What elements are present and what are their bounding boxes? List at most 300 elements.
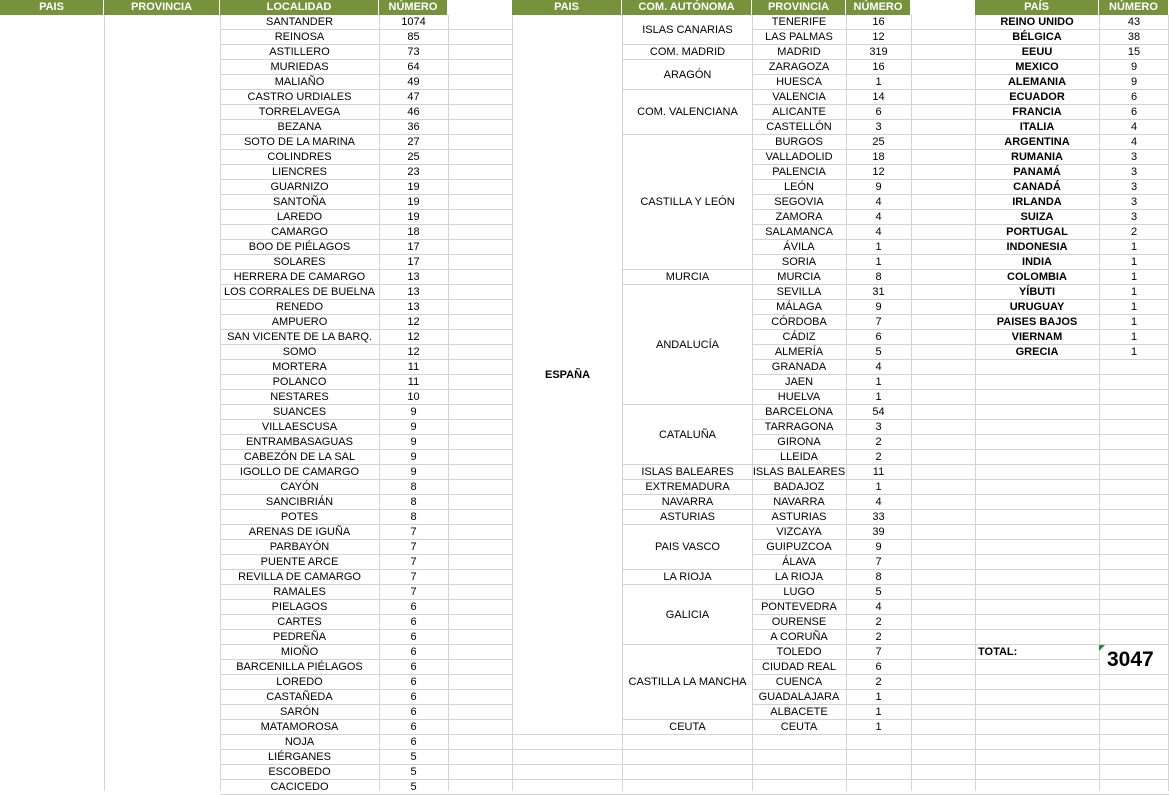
localidad-cell[interactable]: LIENCRES — [271, 166, 328, 178]
provincia-cell[interactable]: LAS PALMAS — [765, 31, 833, 43]
numero-cell[interactable]: 12 — [872, 31, 885, 43]
provincia-cell[interactable]: ZARAGOZA — [768, 61, 830, 73]
grid-line — [975, 554, 1169, 555]
comunidad-cell[interactable]: ARAGÓN — [623, 60, 752, 89]
numero-cell[interactable]: 1 — [1130, 271, 1138, 283]
numero-cell[interactable]: 319 — [869, 46, 888, 58]
numero-cell[interactable]: 8 — [875, 271, 882, 283]
pais-cell[interactable]: COLOMBIA — [1007, 271, 1067, 283]
provincia-cell[interactable]: ALMERÍA — [774, 346, 824, 358]
numero-cell[interactable]: 7 — [410, 586, 417, 598]
numero-cell[interactable]: 1 — [1130, 286, 1138, 298]
pais-cell[interactable]: PANAMÁ — [1013, 166, 1061, 178]
numero-cell[interactable]: 43 — [1127, 16, 1141, 28]
localidad-cell[interactable]: CARTES — [277, 616, 322, 628]
numero-cell[interactable]: 11 — [407, 376, 420, 388]
pais-cell[interactable]: BÉLGICA — [1012, 31, 1062, 43]
localidad-cell[interactable]: PEDREÑA — [272, 631, 327, 643]
numero-cell[interactable]: 9 — [410, 451, 417, 463]
numero-cell[interactable]: 6 — [875, 661, 882, 673]
comunidad-cell[interactable]: ASTURIAS — [623, 510, 752, 524]
column-header[interactable]: COM. AUTÓNOMA — [622, 0, 752, 15]
pais-cell[interactable]: VIERNAM — [1011, 331, 1063, 343]
pais-cell[interactable]: GRECIA — [1015, 346, 1059, 358]
numero-cell[interactable]: 18 — [872, 151, 885, 163]
numero-cell[interactable]: 5 — [875, 586, 882, 598]
grid-line — [975, 704, 1169, 705]
numero-cell[interactable]: 12 — [407, 316, 420, 328]
numero-cell[interactable]: 5 — [410, 751, 417, 763]
pais-cell[interactable]: ARGENTINA — [1004, 136, 1070, 148]
provincia-cell[interactable]: OURENSE — [771, 616, 827, 628]
grid-line — [975, 509, 1169, 510]
numero-cell[interactable]: 11 — [407, 361, 420, 373]
grid-line — [975, 464, 1169, 465]
localidad-cell[interactable]: SOLARES — [273, 256, 326, 268]
numero-cell[interactable]: 5 — [875, 346, 882, 358]
provincia-cell[interactable]: ÁVILA — [783, 241, 815, 253]
numero-cell[interactable]: 6 — [410, 616, 417, 628]
localidad-cell[interactable]: ASTILLERO — [269, 46, 330, 58]
numero-cell[interactable]: 6 — [410, 646, 417, 658]
provincia-cell[interactable]: BARCELONA — [765, 406, 833, 418]
numero-cell[interactable]: 73 — [407, 46, 420, 58]
numero-cell[interactable]: 39 — [872, 526, 885, 538]
numero-cell[interactable]: 13 — [407, 271, 420, 283]
column-header[interactable]: PAIS — [512, 0, 622, 15]
provincia-cell[interactable]: LA RIOJA — [774, 571, 824, 583]
provincia-cell[interactable]: GUADALAJARA — [758, 691, 840, 703]
numero-cell[interactable]: 7 — [410, 541, 417, 553]
numero-cell[interactable]: 2 — [1130, 226, 1138, 238]
localidad-cell[interactable]: CACICEDO — [270, 781, 329, 793]
localidad-cell[interactable]: MURIEDAS — [270, 61, 329, 73]
pais-cell[interactable]: IRLANDA — [1012, 196, 1062, 208]
numero-cell[interactable]: 3 — [1130, 166, 1138, 178]
numero-cell[interactable]: 4 — [875, 361, 882, 373]
localidad-cell[interactable]: PUENTE ARCE — [260, 556, 339, 568]
provincia-cell[interactable]: GRANADA — [771, 361, 827, 373]
numero-cell[interactable]: 1 — [1130, 316, 1138, 328]
localidad-cell[interactable]: SAN VICENTE DE LA BARQ. — [227, 331, 372, 343]
numero-cell[interactable]: 1 — [1130, 331, 1138, 343]
numero-cell[interactable]: 46 — [407, 106, 420, 118]
numero-cell[interactable]: 1 — [875, 481, 882, 493]
localidad-cell[interactable]: PARBAYÓN — [269, 541, 330, 553]
comunidad-cell[interactable]: ISLAS BALEARES — [623, 465, 752, 479]
numero-cell[interactable]: 1 — [875, 721, 882, 733]
numero-cell[interactable]: 54 — [872, 406, 885, 418]
numero-cell[interactable]: 2 — [875, 631, 882, 643]
country-cell[interactable]: ESPAÑA — [513, 15, 622, 734]
comunidad-cell[interactable]: CEUTA — [623, 720, 752, 734]
numero-cell[interactable]: 9 — [1130, 61, 1138, 73]
numero-cell[interactable]: 13 — [407, 286, 420, 298]
provincia-cell[interactable]: ZAMORA — [775, 211, 823, 223]
numero-cell[interactable]: 7 — [875, 556, 882, 568]
numero-cell[interactable]: 1 — [1130, 241, 1138, 253]
numero-cell[interactable]: 1 — [1130, 346, 1138, 358]
grid-line — [975, 734, 1169, 735]
numero-cell[interactable]: 1 — [875, 256, 882, 268]
numero-cell[interactable]: 4 — [875, 211, 882, 223]
localidad-cell[interactable]: GUARNIZO — [270, 181, 329, 193]
comunidad-cell[interactable]: CATALUÑA — [623, 405, 752, 464]
grid-line — [512, 779, 622, 780]
numero-cell[interactable]: 27 — [407, 136, 420, 148]
localidad-cell[interactable]: REINOSA — [274, 31, 325, 43]
numero-cell[interactable]: 9 — [875, 181, 882, 193]
provincia-cell[interactable]: TENERIFE — [771, 16, 827, 28]
numero-cell[interactable]: 13 — [407, 301, 420, 313]
numero-cell[interactable]: 6 — [875, 106, 882, 118]
numero-cell[interactable]: 3 — [1130, 151, 1138, 163]
numero-cell[interactable]: 6 — [410, 676, 417, 688]
numero-cell[interactable]: 12 — [407, 331, 420, 343]
numero-cell[interactable]: 4 — [1130, 121, 1138, 133]
localidad-cell[interactable]: AMPUERO — [271, 316, 328, 328]
provincia-cell[interactable]: CIUDAD REAL — [762, 661, 836, 673]
numero-cell[interactable]: 19 — [407, 196, 420, 208]
numero-cell[interactable]: 1 — [875, 76, 882, 88]
pais-cell[interactable]: YÍBUTI — [1018, 286, 1056, 298]
provincia-cell[interactable]: CÓRDOBA — [771, 316, 827, 328]
provincia-cell[interactable]: A CORUÑA — [770, 631, 828, 643]
comunidad-cell[interactable]: ISLAS CANARIAS — [623, 15, 752, 44]
pais-cell[interactable]: ITALIA — [1019, 121, 1055, 133]
column-header[interactable]: PROVINCIA — [752, 0, 846, 15]
numero-cell[interactable]: 2 — [875, 676, 882, 688]
comunidad-cell[interactable]: COM. VALENCIANA — [623, 90, 752, 134]
numero-cell[interactable]: 7 — [410, 571, 417, 583]
localidad-cell[interactable]: CAMARGO — [271, 226, 328, 238]
numero-cell[interactable]: 9 — [410, 436, 417, 448]
numero-cell[interactable]: 64 — [407, 61, 420, 73]
numero-cell[interactable]: 4 — [875, 196, 882, 208]
provincia-cell[interactable]: CEUTA — [780, 721, 818, 733]
pais-cell[interactable]: EEUU — [1021, 46, 1053, 58]
provincia-cell[interactable]: TOLEDO — [776, 646, 822, 658]
numero-cell[interactable]: 1074 — [401, 16, 426, 28]
numero-cell[interactable]: 1 — [875, 241, 882, 253]
numero-cell[interactable]: 7 — [410, 526, 417, 538]
pais-cell[interactable]: PORTUGAL — [1006, 226, 1068, 238]
numero-cell[interactable]: 9 — [875, 541, 882, 553]
column-header[interactable]: PAÍS — [975, 0, 1099, 15]
numero-cell[interactable]: 31 — [872, 286, 885, 298]
provincia-cell[interactable]: CUENCA — [775, 676, 823, 688]
grid-line — [512, 764, 622, 765]
numero-cell[interactable]: 6 — [410, 721, 417, 733]
localidad-cell[interactable]: RAMALES — [273, 586, 326, 598]
numero-cell[interactable]: 6 — [410, 631, 417, 643]
comunidad-cell[interactable]: COM. MADRID — [623, 45, 752, 59]
localidad-cell[interactable]: MIOÑO — [280, 646, 319, 658]
numero-cell[interactable]: 36 — [407, 121, 420, 133]
numero-cell[interactable]: 8 — [410, 496, 417, 508]
provincia-cell[interactable]: BADAJOZ — [773, 481, 825, 493]
provincia-cell[interactable]: MADRID — [777, 46, 821, 58]
numero-cell[interactable]: 1 — [1130, 256, 1138, 268]
comunidad-cell[interactable]: LA RIOJA — [623, 570, 752, 584]
numero-cell[interactable]: 11 — [872, 466, 885, 478]
numero-cell[interactable]: 1 — [875, 706, 882, 718]
provincia-cell[interactable]: LUGO — [783, 586, 815, 598]
numero-cell[interactable]: 5 — [410, 781, 417, 793]
numero-cell[interactable]: 2 — [875, 436, 882, 448]
numero-cell[interactable]: 3 — [1130, 196, 1138, 208]
provincia-cell[interactable]: JAEN — [784, 376, 814, 388]
localidad-cell[interactable]: CASTAÑEDA — [266, 691, 333, 703]
provincia-cell[interactable]: ALBACETE — [770, 706, 828, 718]
localidad-cell[interactable]: SANCIBRIÁN — [265, 496, 334, 508]
localidad-cell[interactable]: MORTERA — [272, 361, 327, 373]
pais-cell[interactable]: MEXICO — [1015, 61, 1059, 73]
localidad-cell[interactable]: NOJA — [284, 736, 315, 748]
numero-cell[interactable]: 49 — [407, 76, 420, 88]
comunidad-cell[interactable]: CASTILLA LA MANCHA — [623, 645, 752, 719]
numero-cell[interactable]: 25 — [872, 136, 885, 148]
provincia-cell[interactable]: MÁLAGA — [776, 301, 822, 313]
localidad-cell[interactable]: SANTOÑA — [273, 196, 326, 208]
localidad-cell[interactable]: CABEZÓN DE LA SAL — [243, 451, 356, 463]
localidad-cell[interactable]: BEZANA — [277, 121, 322, 133]
grid-line — [975, 569, 1169, 570]
localidad-cell[interactable]: RENEDO — [275, 301, 324, 313]
numero-cell[interactable]: 12 — [872, 166, 885, 178]
pais-cell[interactable]: CANADÁ — [1013, 181, 1061, 193]
numero-cell[interactable]: 23 — [407, 166, 420, 178]
numero-cell[interactable]: 6 — [410, 706, 417, 718]
provincia-cell[interactable]: VIZCAYA — [776, 526, 822, 538]
grid-line — [622, 764, 975, 765]
localidad-cell[interactable]: MATAMOROSA — [260, 721, 339, 733]
localidad-cell[interactable]: LIÉRGANES — [268, 751, 331, 763]
numero-cell[interactable]: 6 — [1130, 91, 1138, 103]
provincia-cell[interactable]: LLEIDA — [780, 451, 818, 463]
numero-cell[interactable]: 3 — [875, 421, 882, 433]
comunidad-cell[interactable]: GALICIA — [623, 585, 752, 644]
comunidad-cell[interactable]: ANDALUCÍA — [623, 285, 752, 404]
pais-cell[interactable]: RUMANIA — [1011, 151, 1063, 163]
provincia-cell[interactable]: PALENCIA — [772, 166, 826, 178]
grid-line — [448, 15, 449, 791]
localidad-cell[interactable]: LOS CORRALES DE BUELNA — [224, 286, 375, 298]
provincia-cell[interactable]: PONTEVEDRA — [761, 601, 837, 613]
localidad-cell[interactable]: CASTRO URDIALES — [247, 91, 352, 103]
localidad-cell[interactable]: COLINDRES — [267, 151, 332, 163]
localidad-cell[interactable]: CAYÓN — [280, 481, 319, 493]
numero-cell[interactable]: 9 — [875, 301, 882, 313]
comunidad-cell[interactable]: NAVARRA — [623, 495, 752, 509]
comunidad-cell[interactable]: MURCIA — [623, 270, 752, 284]
localidad-cell[interactable]: SOMO — [282, 346, 317, 358]
numero-cell[interactable]: 7 — [410, 556, 417, 568]
numero-cell[interactable]: 16 — [872, 61, 885, 73]
total-value[interactable]: 3047 — [1107, 648, 1154, 671]
provincia-cell[interactable]: ISLAS BALEARES — [752, 466, 846, 478]
provincia-cell[interactable]: GIRONA — [777, 436, 821, 448]
numero-cell[interactable]: 5 — [410, 766, 417, 778]
numero-cell[interactable]: 19 — [407, 181, 420, 193]
numero-cell[interactable]: 8 — [410, 511, 417, 523]
grid-line — [975, 779, 1169, 780]
localidad-cell[interactable]: TORRELAVEGA — [258, 106, 341, 118]
numero-cell[interactable]: 9 — [410, 466, 417, 478]
provincia-cell[interactable]: BURGOS — [775, 136, 823, 148]
numero-cell[interactable]: 7 — [875, 316, 882, 328]
localidad-cell[interactable]: SUANCES — [272, 406, 327, 418]
grid-line — [975, 419, 1169, 420]
provincia-cell[interactable]: SALAMANCA — [765, 226, 833, 238]
column-header[interactable]: NÚMERO — [1099, 0, 1169, 15]
numero-cell[interactable]: 4 — [875, 226, 882, 238]
numero-cell[interactable]: 7 — [875, 646, 882, 658]
provincia-cell[interactable]: HUELVA — [777, 391, 821, 403]
provincia-cell[interactable]: ALICANTE — [772, 106, 826, 118]
numero-cell[interactable]: 6 — [410, 691, 417, 703]
localidad-cell[interactable]: PIELAGOS — [271, 601, 328, 613]
numero-cell[interactable]: 33 — [872, 511, 885, 523]
grid-line — [975, 539, 1169, 540]
numero-cell[interactable]: 85 — [407, 31, 420, 43]
localidad-cell[interactable]: MALIAÑO — [274, 76, 325, 88]
column-header[interactable]: PAIS — [0, 0, 104, 15]
pais-cell[interactable]: FRANCIA — [1012, 106, 1062, 118]
numero-cell[interactable]: 16 — [872, 16, 885, 28]
provincia-cell[interactable]: ASTURIAS — [771, 511, 827, 523]
provincia-cell[interactable]: CASTELLÓN — [766, 121, 832, 133]
numero-cell[interactable]: 2 — [875, 616, 882, 628]
localidad-cell[interactable]: BARCENILLA PIÉLAGOS — [236, 661, 363, 673]
localidad-cell[interactable]: ARENAS DE IGUÑA — [248, 526, 351, 538]
localidad-cell[interactable]: SOTO DE LA MARINA — [243, 136, 356, 148]
column-header[interactable]: PROVINCIA — [104, 0, 220, 15]
localidad-cell[interactable]: POLANCO — [272, 376, 327, 388]
numero-cell[interactable]: 9 — [410, 406, 417, 418]
localidad-cell[interactable]: SARÓN — [279, 706, 320, 718]
provincia-cell[interactable]: HUESCA — [776, 76, 822, 88]
numero-cell[interactable]: 4 — [1130, 136, 1138, 148]
numero-cell[interactable]: 6 — [875, 331, 882, 343]
grid-line — [975, 689, 1169, 690]
localidad-cell[interactable]: HERRERA DE CAMARGO — [233, 271, 366, 283]
numero-cell[interactable]: 6 — [410, 661, 417, 673]
provincia-cell[interactable]: TARRAGONA — [764, 421, 834, 433]
numero-cell[interactable]: 9 — [410, 421, 417, 433]
column-header[interactable]: NÚMERO — [846, 0, 911, 15]
numero-cell[interactable]: 8 — [875, 571, 882, 583]
localidad-cell[interactable]: ESCOBEDO — [268, 766, 331, 778]
numero-cell[interactable]: 6 — [410, 601, 417, 613]
column-header[interactable]: LOCALIDAD — [220, 0, 379, 15]
numero-cell[interactable]: 10 — [407, 391, 420, 403]
comunidad-cell[interactable]: PAIS VASCO — [623, 525, 752, 569]
localidad-cell[interactable]: REVILLA DE CAMARGO — [238, 571, 361, 583]
numero-cell[interactable]: 25 — [407, 151, 420, 163]
grid-line — [975, 374, 1169, 375]
grid-line — [975, 494, 1169, 495]
localidad-cell[interactable]: SANTANDER — [265, 16, 334, 28]
numero-cell[interactable]: 3 — [1130, 181, 1138, 193]
grid-line — [975, 389, 1169, 390]
comunidad-cell[interactable]: EXTREMADURA — [623, 480, 752, 494]
grid-line — [512, 734, 622, 735]
numero-cell[interactable]: 3 — [1130, 211, 1138, 223]
pais-cell[interactable]: INDIA — [1022, 256, 1052, 268]
numero-cell[interactable]: 9 — [1130, 76, 1138, 88]
localidad-cell[interactable]: NESTARES — [270, 391, 329, 403]
grid-line — [622, 749, 975, 750]
localidad-cell[interactable]: POTES — [280, 511, 319, 523]
numero-cell[interactable]: 14 — [872, 91, 885, 103]
provincia-cell[interactable]: SEGOVIA — [774, 196, 824, 208]
numero-cell[interactable]: 8 — [410, 481, 417, 493]
provincia-cell[interactable]: LEÓN — [784, 181, 814, 193]
pais-cell[interactable]: SUIZA — [1020, 211, 1054, 223]
pais-cell[interactable]: INDONESIA — [1006, 241, 1068, 253]
numero-cell[interactable]: 6 — [410, 736, 417, 748]
header-gap — [448, 0, 512, 15]
grid-line — [975, 614, 1169, 615]
pais-cell[interactable]: REINO UNIDO — [1000, 16, 1074, 28]
provincia-cell[interactable]: MURCIA — [777, 271, 821, 283]
localidad-cell[interactable]: BOO DE PIÉLAGOS — [248, 241, 351, 253]
grid-line — [975, 524, 1169, 525]
numero-cell[interactable]: 12 — [407, 346, 420, 358]
numero-cell[interactable]: 3 — [875, 121, 882, 133]
numero-cell[interactable]: 17 — [407, 256, 420, 268]
localidad-cell[interactable]: LAREDO — [276, 211, 323, 223]
numero-cell[interactable]: 6 — [1130, 106, 1138, 118]
pais-cell[interactable]: ALEMANIA — [1007, 76, 1067, 88]
provincia-cell[interactable]: VALLADOLID — [765, 151, 833, 163]
numero-cell[interactable]: 47 — [407, 91, 420, 103]
numero-cell[interactable]: 18 — [407, 226, 420, 238]
pais-cell[interactable]: ECUADOR — [1009, 91, 1065, 103]
provincia-cell[interactable]: SEVILLA — [776, 286, 822, 298]
localidad-cell[interactable]: IGOLLO DE CAMARGO — [239, 466, 360, 478]
grid-line — [975, 749, 1169, 750]
pais-cell[interactable]: URUGUAY — [1009, 301, 1065, 313]
provincia-cell[interactable]: SORIA — [781, 256, 817, 268]
numero-cell[interactable]: 15 — [1127, 46, 1141, 58]
numero-cell[interactable]: 1 — [875, 391, 882, 403]
numero-cell[interactable]: 1 — [875, 376, 882, 388]
comunidad-cell[interactable]: CASTILLA Y LEÓN — [623, 135, 752, 269]
provincia-cell[interactable]: CÁDIZ — [782, 331, 816, 343]
numero-cell[interactable]: 19 — [407, 211, 420, 223]
numero-cell[interactable]: 4 — [875, 601, 882, 613]
numero-cell[interactable]: 2 — [875, 451, 882, 463]
grid-line — [975, 629, 1169, 630]
provincia-cell[interactable]: ÁLAVA — [782, 556, 816, 568]
grid-line — [975, 584, 1169, 585]
localidad-cell[interactable]: LOREDO — [276, 676, 323, 688]
column-header[interactable]: NÚMERO — [379, 0, 448, 15]
numero-cell[interactable]: 1 — [875, 691, 882, 703]
pais-cell[interactable]: PAISES BAJOS — [996, 316, 1078, 328]
numero-cell[interactable]: 1 — [1130, 301, 1138, 313]
provincia-cell[interactable]: GUIPUZCOA — [766, 541, 832, 553]
localidad-cell[interactable]: ENTRAMBASAGUAS — [246, 436, 353, 448]
numero-cell[interactable]: 4 — [875, 496, 882, 508]
localidad-cell[interactable]: VILLAESCUSA — [261, 421, 338, 433]
numero-cell[interactable]: 17 — [407, 241, 420, 253]
numero-cell[interactable]: 38 — [1127, 31, 1141, 43]
provincia-cell[interactable]: NAVARRA — [773, 496, 825, 508]
provincia-cell[interactable]: VALENCIA — [772, 91, 826, 103]
